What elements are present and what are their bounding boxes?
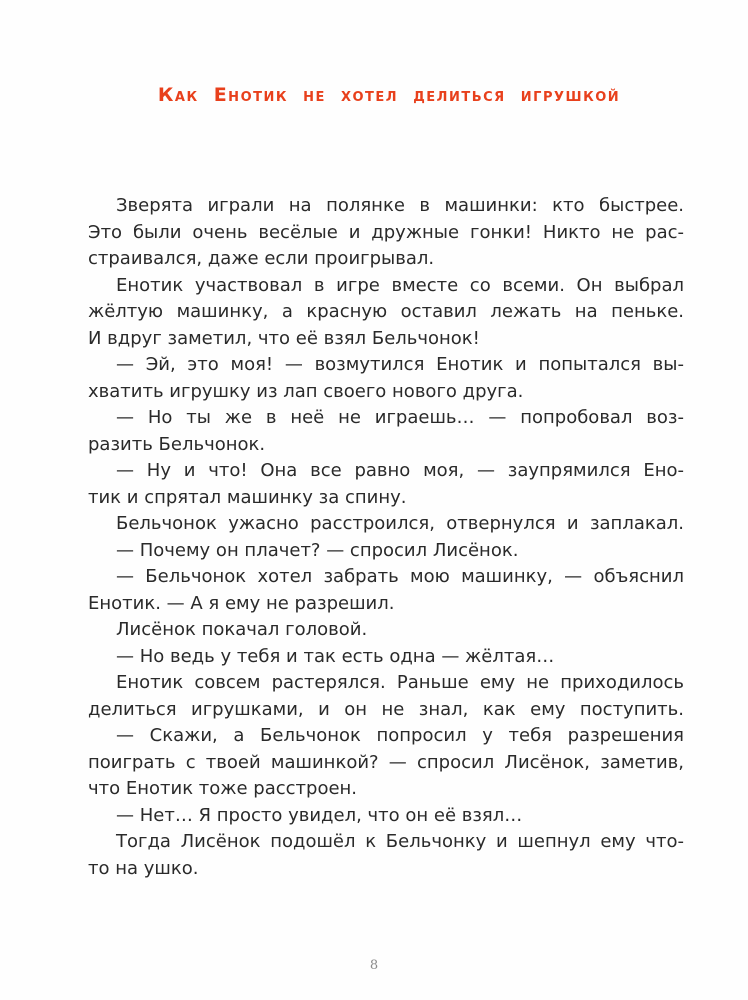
text-line: страивался, даже если проигрывал. (88, 248, 435, 269)
text-line: — Почему он плачет? — спросил Лисёнок. (116, 539, 519, 561)
text-line: Енотик участвовал в игре вместе со всеми. Он выбрал (116, 274, 684, 296)
text-line: — Эй, это моя! — возмутился Енотик и попытался вы- (116, 354, 684, 375)
chapter-title: Как Енотик не хотел делиться игрушкой (157, 84, 621, 106)
text-line: делиться игрушками, и он не знал, как ему поступить. (88, 698, 684, 720)
page-number: 8 (369, 958, 379, 973)
text-line: — Скажи, а Бельчонок попросил у тебя разрешения (116, 725, 684, 746)
text-line: тик и спрятал машинку за спину. (88, 486, 407, 508)
text-line: — Но ведь у тебя и так есть одна — жёлтая… (116, 645, 555, 667)
text-line: — Ну и что! Она все равно моя, — заупрямился Ено- (116, 460, 684, 481)
text-line: поиграть с твоей машинкой? — спросил Лисёнок, заметив, (88, 751, 684, 773)
text-line: что Енотик тоже расстроен. (88, 778, 358, 799)
text-line: разить Бельчонок. (88, 433, 266, 455)
text-line: Енотик. — А я ему не разрешил. (88, 592, 395, 614)
text-line: Бельчонок ужасно расстроился, отвернулся и заплакал. (116, 513, 684, 534)
text-line: жёлтую машинку, а красную оставил лежать на пеньке. (88, 301, 684, 322)
text-line: Это были очень весёлые и дружные гонки! Никто не рас- (88, 221, 684, 243)
text-line: Енотик совсем растерялся. Раньше ему не приходилось (116, 672, 684, 693)
text-line: Лисёнок покачал головой. (116, 619, 368, 640)
text-line: — Бельчонок хотел забрать мою машинку, — объяснил (116, 566, 684, 587)
text-line: И вдруг заметил, что её взял Бельчонок! (88, 327, 480, 349)
text-line: хватить игрушку из лап своего нового друга. (88, 380, 524, 402)
text-line: Зверята играли на полянке в машинки: кто быстрее. (116, 195, 684, 216)
text-line: Тогда Лисёнок подошёл к Бельчонку и шепнул ему что- (116, 831, 684, 852)
text-line: то на ушко. (88, 857, 199, 879)
text-line: — Нет… Я просто увидел, что он её взял… (116, 804, 523, 826)
story-text (88, 193, 684, 882)
text-line: — Но ты же в неё не играешь… — попробовал воз- (116, 407, 684, 428)
